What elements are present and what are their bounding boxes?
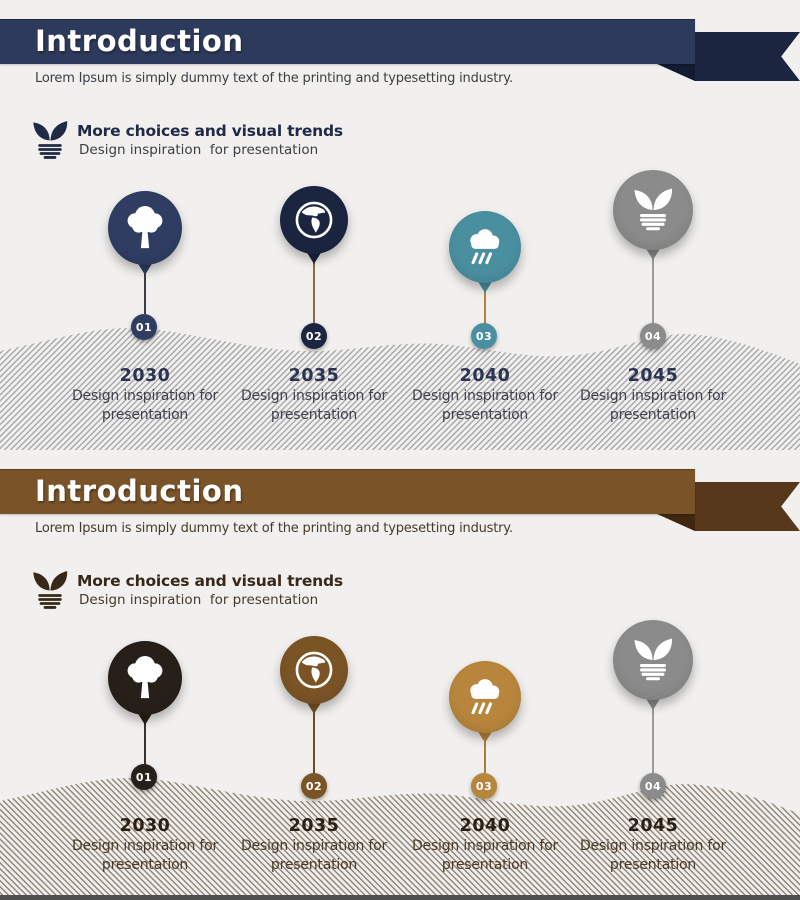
section-subheading: Design inspiration for presentation [79,592,319,608]
panel-brown [0,450,800,900]
step-number-badge: 01 [131,314,157,340]
year-description: Design inspiration for presentation [579,388,727,423]
footer-bar [0,895,800,900]
banner-subtitle: Lorem Ipsum is simply dummy text of the printing and typesetting industry. [35,71,513,86]
connector-stem [652,707,654,773]
title-banner [0,469,695,514]
year-description: Design inspiration for presentation [71,838,219,873]
step-number-badge: 04 [640,323,666,349]
year-label: 2045 [627,366,679,386]
title-banner [0,19,695,64]
milestone-04 [0,450,800,900]
year-label: 2040 [459,816,511,836]
section-heading: More choices and visual trends [77,122,343,140]
step-number-badge: 02 [301,773,327,799]
page-title: Introduction [35,24,244,58]
year-description: Design inspiration for presentation [579,838,727,873]
section-heading: More choices and visual trends [77,572,343,590]
step-number-badge: 04 [640,773,666,799]
year-description: Design inspiration for presentation [71,388,219,423]
page-title: Introduction [35,474,244,508]
eco-bulb-icon [629,634,677,686]
eco-bulb-leaf-icon [28,117,72,164]
year-label: 2030 [119,366,171,386]
connector-stem [652,257,654,323]
year-description: Design inspiration for presentation [411,838,559,873]
step-number-badge: 01 [131,764,157,790]
year-label: 2035 [288,816,340,836]
year-label: 2030 [119,816,171,836]
year-description: Design inspiration for presentation [240,838,388,873]
step-number-badge: 02 [301,323,327,349]
year-label: 2045 [627,816,679,836]
year-description: Design inspiration for presentation [411,388,559,423]
step-number-badge: 03 [471,323,497,349]
eco-bulb-leaf-icon [28,567,72,614]
year-description: Design inspiration for presentation [240,388,388,423]
step-number-badge: 03 [471,773,497,799]
eco-bulb-icon [629,184,677,236]
section-subheading: Design inspiration for presentation [79,142,319,158]
milestone-bubble [613,170,693,250]
milestone-bubble [613,620,693,700]
year-label: 2035 [288,366,340,386]
year-label: 2040 [459,366,511,386]
banner-subtitle: Lorem Ipsum is simply dummy text of the printing and typesetting industry. [35,521,513,536]
